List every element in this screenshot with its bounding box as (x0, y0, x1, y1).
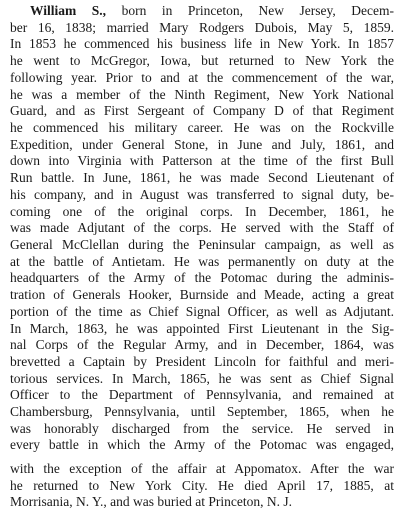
text-line-15: General McClellan during the Peninsular campaign, as well as (10, 236, 394, 252)
text-line-3: In 1853 he commenced his business life in New York. In 1857 (10, 36, 394, 52)
text-line-4: he went to McGregor, Iowa, but returned to New York the (10, 53, 394, 69)
text-line-20: In March, 1863, he was appointed First Lieutenant in the Sig- (10, 320, 394, 336)
text-line-27: every battle in which the Army of the Potomac was engaged, (10, 437, 394, 453)
text-line-10: down into Virginia with Patterson at the time of the first Bull (10, 153, 394, 169)
text-line-19: portion of the time as Chief Signal Officer, as well as Adjutant. (10, 303, 394, 319)
text-line-1-rest: born in Princeton, New Jersey, Decem- (106, 3, 395, 18)
text-line-13: coming one of the original corps. In December, 1861, he (10, 203, 394, 219)
text-line-6: he was a member of the Ninth Regiment, New York National (10, 86, 394, 102)
text-line-7: Guard, and as First Sergeant of Company D of that Regiment (10, 103, 394, 119)
text-line-26: was honorably discharged from the service. He served in (10, 420, 394, 436)
text-line-12: his company, and in August was transferred to signal duty, be- (10, 186, 394, 202)
text-line-28: with the exception of the affair at Appomatox. After the war (10, 460, 394, 476)
text-line-16: at the battle of Antietam. He was permanently on duty at the (10, 253, 394, 269)
text-line-29: he returned to New York City. He died April 17, 1885, at (10, 477, 394, 493)
text-line-14: was made Adjutant of the corps. He served with the Staff of (10, 220, 394, 236)
text-line-22: brevetted a Captain by President Lincoln for faithful and meri- (10, 353, 394, 369)
text-line-25: Chambersburg, Pennsylvania, until September, 1865, when he (10, 404, 394, 420)
subject-name: William S., (30, 3, 107, 18)
text-line-30: Morrisania, N. Y., and was buried at Princeton, N. J. (10, 494, 292, 510)
text-line-17: headquarters of the Army of the Potomac during the adminis- (10, 270, 394, 286)
text-line-5: following year. Prior to and at the commencement of the war, (10, 69, 394, 85)
text-line-8: he commenced his military career. He was on the Rockville (10, 119, 394, 135)
text-line-1 (30, 3, 394, 20)
text-line-11: Run battle. In June, 1861, he was made Second Lieutenant of (10, 170, 394, 186)
text-line-21: nal Corps of the Regular Army, and in December, 1864, was (10, 337, 394, 353)
text-line-9: Expedition, under General Stone, in June and July, 1861, and (10, 136, 394, 152)
text-line-18: tration of Generals Hooker, Burnside and Meade, acting a great (10, 287, 394, 303)
text-line-23: torious services. In March, 1865, he was sent as Chief Signal (10, 370, 394, 386)
text-line-2: ber 16, 1838; married Mary Rodgers Dubois, May 5, 1859. (10, 19, 394, 35)
text-line-24: Officer to the Department of Pennsylvania, and remained at (10, 387, 394, 403)
